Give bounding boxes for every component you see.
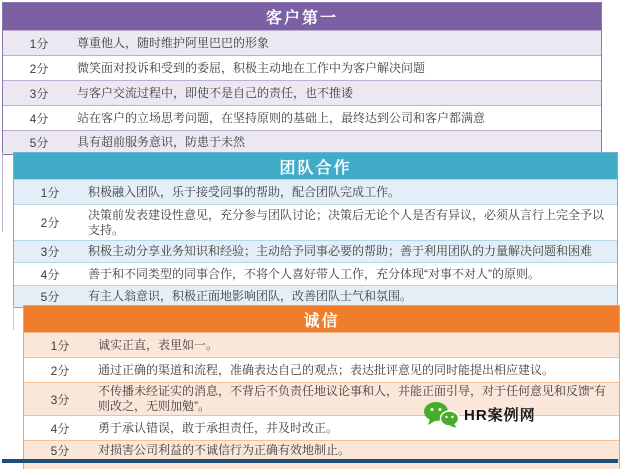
score-description: 有主人翁意识，积极正面地影响团队，改善团队士气和氛围。 bbox=[88, 289, 413, 303]
score-description: 站在客户的立场思考问题，在坚持原则的基础上，最终达到公司和客户都满意 bbox=[77, 110, 486, 125]
score-row bbox=[14, 285, 617, 307]
score-description: 对损害公司利益的不诚信行为正确有效地制止。 bbox=[98, 442, 351, 457]
next-section-divider bbox=[2, 459, 618, 463]
score-label: 5分 bbox=[40, 290, 60, 304]
score-label: 5分 bbox=[50, 443, 70, 458]
score-label: 4分 bbox=[50, 421, 70, 436]
score-description: 微笑面对投诉和受到的委屈，积极主动地在工作中为客户解决问题 bbox=[77, 60, 426, 75]
score-row bbox=[3, 55, 601, 80]
score-row bbox=[14, 240, 617, 262]
score-row bbox=[3, 30, 601, 55]
score-description: 尊重他人，随时维护阿里巴巴的形象 bbox=[77, 35, 270, 50]
score-label: 3分 bbox=[50, 392, 70, 407]
score-label: 3分 bbox=[29, 86, 49, 101]
hr-case-watermark bbox=[423, 401, 536, 428]
teamwork-header: 团队合作 bbox=[14, 153, 617, 179]
integrity-header: 诚信 bbox=[24, 306, 619, 332]
customer-first-header: 客户第一 bbox=[3, 3, 601, 30]
score-row bbox=[24, 357, 619, 382]
score-label: 1分 bbox=[40, 185, 60, 200]
score-description: 善于和不同类型的同事合作，不将个人喜好带人工作，充分体现“对事不对人”的原则。 bbox=[88, 266, 540, 281]
score-description: 通过正确的渠道和流程，准确表达自己的观点；表达批评意见的同时能提出相应建议。 bbox=[98, 362, 555, 377]
score-row bbox=[24, 332, 619, 357]
score-label: 5分 bbox=[29, 136, 49, 150]
integrity-table bbox=[23, 305, 620, 469]
score-row bbox=[24, 440, 619, 459]
score-label: 2分 bbox=[29, 61, 49, 76]
score-description: 积极融入团队，乐于接受同事的帮助，配合团队完成工作。 bbox=[88, 184, 401, 199]
score-description: 具有超前服务意识，防患于未然 bbox=[77, 135, 246, 149]
score-label: 4分 bbox=[29, 111, 49, 126]
score-label: 2分 bbox=[50, 363, 70, 378]
score-description: 决策前发表建设性意见，充分参与团队讨论；决策后无论个人是否有异议，必须从言行上完全予以支持。 bbox=[88, 207, 605, 237]
customer-first-table bbox=[2, 2, 602, 155]
score-row bbox=[14, 179, 617, 204]
score-label: 1分 bbox=[50, 338, 70, 353]
score-description: 诚实正直，表里如一。 bbox=[98, 337, 219, 352]
teamwork-table bbox=[13, 152, 618, 308]
score-row bbox=[14, 262, 617, 285]
score-row bbox=[3, 80, 601, 105]
score-label: 4分 bbox=[40, 267, 60, 282]
score-row bbox=[14, 204, 617, 240]
score-description: 与客户交流过程中，即使不是自己的责任，也不推诿 bbox=[77, 85, 354, 100]
watermark-label: HR案例网 bbox=[464, 407, 536, 424]
score-description: 勇于承认错误，敢于承担责任，并及时改正。 bbox=[98, 420, 339, 435]
wechat-icon bbox=[423, 401, 459, 428]
score-label: 2分 bbox=[40, 216, 60, 230]
score-description: 积极主动分享业务知识和经验；主动给予同事必要的帮助；善于利用团队的力量解决问题和困难 bbox=[88, 244, 593, 258]
score-label: 1分 bbox=[29, 36, 49, 51]
table-edge-artifact bbox=[13, 306, 14, 330]
score-row bbox=[3, 105, 601, 130]
score-label: 3分 bbox=[40, 245, 60, 259]
table-edge-artifact bbox=[2, 153, 3, 232]
score-row bbox=[3, 130, 601, 154]
score-description: 不传播未经证实的消息，不背后不负责任地议论事和人，并能正面引导，对于任何意见和反馈“有则改之，无则加勉”。 bbox=[98, 384, 606, 413]
